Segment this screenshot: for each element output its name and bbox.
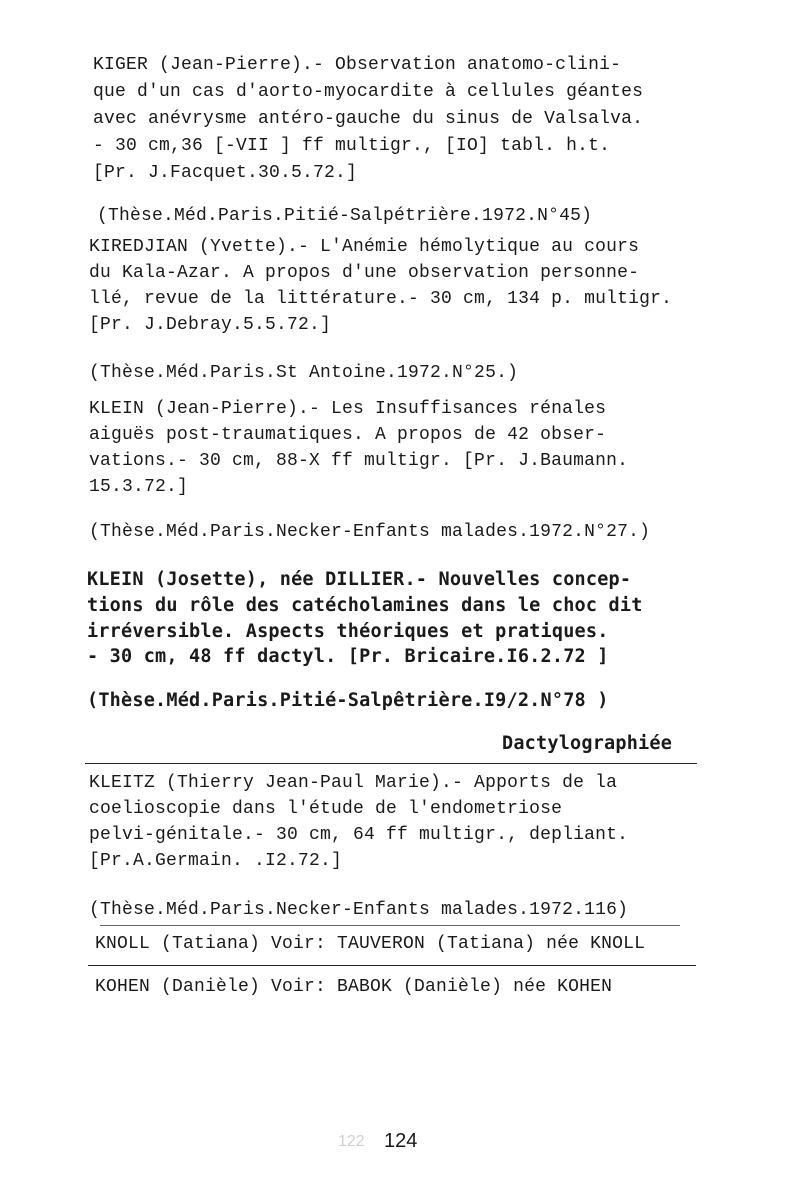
separator-rule	[100, 925, 680, 926]
entry-line: KIREDJIAN (Yvette).- L'Anémie hémolytique au cours	[89, 237, 640, 257]
entry-line: llé, revue de la littérature.- 30 cm, 134 p. multigr.	[89, 289, 673, 309]
thesis-reference: (Thèse.Méd.Paris.Pitié-Salpêtrière.I9/2.N°78 )	[87, 690, 609, 711]
entry-line: KLEIN (Josette), née DILLIER.- Nouvelles concep-	[87, 569, 632, 590]
entry-line: KIGER (Jean-Pierre).- Observation anatomo-clini-	[93, 55, 622, 75]
entry-line: [Pr. J.Debray.5.5.72.]	[89, 315, 332, 335]
separator-rule	[88, 965, 696, 966]
entry-line: pelvi-génitale.- 30 cm, 64 ff multigr., depliant.	[89, 825, 629, 845]
entry-line: KLEITZ (Thierry Jean-Paul Marie).- Apports de la	[89, 773, 618, 793]
entry-line: irréversible. Aspects théoriques et pratiques.	[87, 621, 609, 642]
entry-line: du Kala-Azar. A propos d'une observation personne-	[89, 263, 640, 283]
entry-line: [Pr. J.Facquet.30.5.72.]	[93, 163, 358, 183]
entry-line: tions du rôle des catécholamines dans le choc dit	[87, 595, 643, 616]
entry-line: - 30 cm, 48 ff dactyl. [Pr. Bricaire.I6.2.72 ]	[87, 646, 609, 667]
thesis-reference: (Thèse.Méd.Paris.Pitié-Salpétrière.1972.N°45)	[97, 206, 593, 226]
dactylographiee-note: Dactylographiée	[502, 733, 673, 754]
page-number: 124	[384, 1130, 418, 1152]
bleed-through-page-number: 122	[338, 1133, 365, 1150]
entry-line: [Pr.A.Germain. .I2.72.]	[89, 851, 343, 871]
entry-line: vations.- 30 cm, 88-X ff multigr. [Pr. J.Baumann.	[89, 451, 629, 471]
entry-line: 15.3.72.]	[89, 477, 189, 497]
thesis-reference: (Thèse.Méd.Paris.Necker-Enfants malades.1972.116)	[89, 900, 629, 920]
entry-line: aiguës post-traumatiques. A propos de 42 obser-	[89, 425, 607, 445]
entry-line: coelioscopie dans l'étude de l'endometriose	[89, 799, 563, 819]
crossref-kohen: KOHEN (Danièle) Voir: BABOK (Danièle) née KOHEN	[95, 977, 613, 997]
entry-line: KLEIN (Jean-Pierre).- Les Insuffisances rénales	[89, 399, 607, 419]
entry-line: - 30 cm,36 [-VII ] ff multigr., [IO] tabl. h.t.	[93, 136, 611, 156]
entry-line: avec anévrysme antéro-gauche du sinus de Valsalva.	[93, 109, 644, 129]
crossref-knoll: KNOLL (Tatiana) Voir: TAUVERON (Tatiana) née KNOLL	[95, 934, 646, 954]
thesis-reference: (Thèse.Méd.Paris.Necker-Enfants malades.1972.N°27.)	[89, 522, 651, 542]
entry-line: que d'un cas d'aorto-myocardite à cellules géantes	[93, 82, 644, 102]
separator-rule	[85, 763, 697, 764]
thesis-reference: (Thèse.Méd.Paris.St Antoine.1972.N°25.)	[89, 363, 519, 383]
